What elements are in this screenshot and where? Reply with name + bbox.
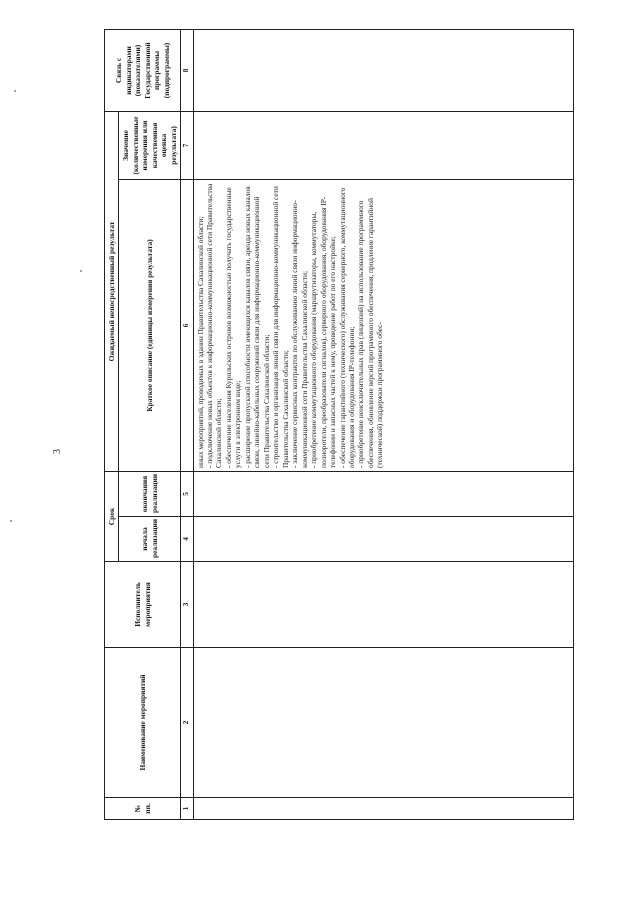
measures-table bbox=[104, 29, 574, 820]
rotated-table-container bbox=[104, 30, 600, 820]
description-line: - приобретение коммутационного оборудования (маршрутизаторы, коммутаторы, полноротели, преобразователи сигналов), серверного оборудования, оборудования IP-телефонии и запасных частей к нему, проведение работ по его настройке; bbox=[309, 196, 338, 468]
description-line: - обеспечение гарантийного (технического) обслуживания серверного, коммутационного оборудования и оборудования IP-телефонии; bbox=[337, 187, 356, 468]
header-num: № пп. bbox=[105, 798, 181, 820]
header-row-1 bbox=[105, 30, 119, 820]
description-line: - заключение сервисных контрактов по обслуживанию линий связи информационно-коммуникационной сети Правительства Сахалинской области; bbox=[290, 200, 309, 468]
cell-link bbox=[193, 30, 573, 112]
description-line: - строительство и организация линий связи для информационно-коммуникационной сети Правительства Сахалинской области; bbox=[271, 186, 290, 468]
header-name: Наименование мероприятий bbox=[105, 648, 181, 798]
column-number: 5 bbox=[181, 472, 193, 517]
header-executor: Исполнитель мероприятия bbox=[105, 562, 181, 648]
column-number: 2 bbox=[181, 648, 193, 798]
table-row bbox=[193, 30, 573, 820]
header-link: Связь с индикаторами (показателями) Государственной программы (подпрограммы) bbox=[105, 30, 181, 112]
column-number: 1 bbox=[181, 798, 193, 820]
header-term-end: окончания реализации bbox=[119, 472, 181, 517]
header-expected-result: Ожидаемый непосредственный результат bbox=[105, 112, 119, 472]
column-number: 4 bbox=[181, 517, 193, 562]
scan-speck bbox=[14, 90, 16, 92]
column-number: 7 bbox=[181, 112, 193, 180]
column-number: 6 bbox=[181, 180, 193, 472]
scan-speck bbox=[80, 270, 82, 272]
cell-start bbox=[193, 517, 573, 562]
cell-executor bbox=[193, 562, 573, 648]
cell-name bbox=[193, 648, 573, 798]
column-number: 3 bbox=[181, 562, 193, 648]
column-number-row bbox=[181, 30, 193, 820]
description-line: - расширение пропускной способности имеющихся каналов связи, аренда новых каналов связи, линейно-кабельных сооружений связи для информационно-коммуникационной сети Правительства Сахалинской области; bbox=[242, 186, 271, 468]
description-line: - обеспечение населения Курильских островов возможностью получать государственные услуги в электронном виде; bbox=[223, 187, 243, 468]
header-term-start: начала реализации bbox=[119, 517, 181, 562]
header-short-desc: Краткое описание (единицы измерения результата) bbox=[119, 180, 181, 472]
cell-end bbox=[193, 472, 573, 517]
description-line: иных мероприятий, проводимых в здании Правительства Сахалинской области; bbox=[195, 216, 205, 468]
scan-speck bbox=[10, 520, 12, 522]
header-term: Срок bbox=[105, 472, 119, 562]
description-line: - подключение новых объектов к информационно-коммуникационной сети Правительства Сахалинской области; bbox=[204, 183, 224, 468]
description-line: - приобретение неисключительных прав (лицензий) на использование программного обеспечения, обновление версий программного обеспечения, продление гарантийной (технической) поддержки программного обес- bbox=[356, 198, 385, 468]
column-number: 8 bbox=[181, 30, 193, 112]
cell-value bbox=[193, 112, 573, 180]
page-number: 3 bbox=[52, 449, 63, 454]
cell-description bbox=[193, 180, 573, 472]
header-value: Значение (количественные измерения или качественная оценка результата) bbox=[119, 112, 181, 180]
cell-num bbox=[193, 798, 573, 820]
